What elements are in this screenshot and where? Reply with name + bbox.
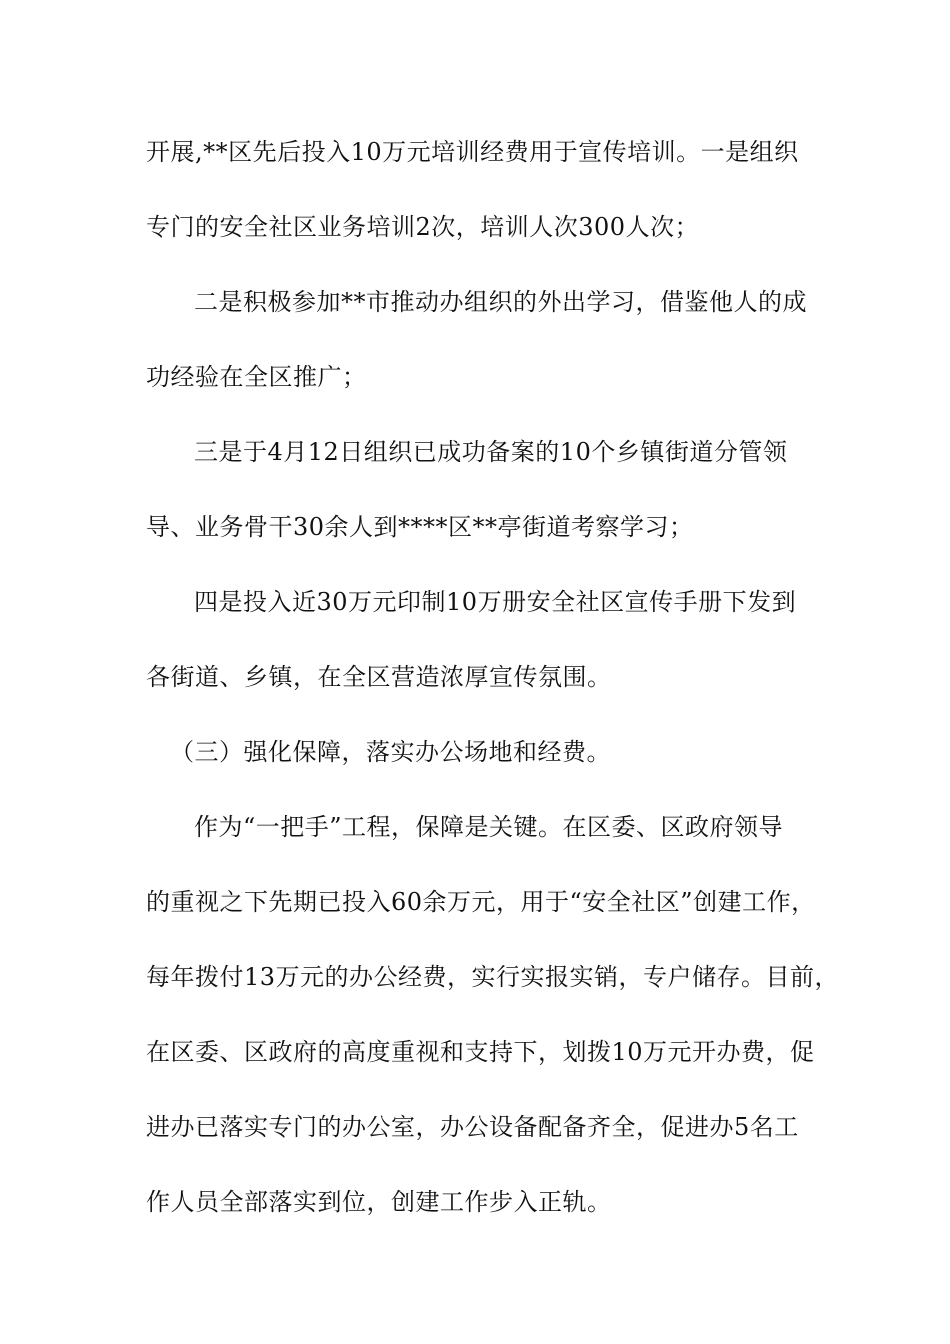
paragraph-line: 作人员全部落实到位，创建工作步入正轨。 [146,1188,612,1216]
paragraph-line: 二是积极参加**市推动办组织的外出学习，借鉴他人的成 [194,288,807,316]
paragraph-line: 功经验在全区推广； [146,363,367,391]
paragraph-line: 导、业务骨干30余人到****区**亭街道考察学习； [146,513,694,541]
paragraph-line: 的重视之下先期已投入60余万元，用于“安全社区”创建工作， [146,888,816,916]
paragraph-line: 在区委、区政府的高度重视和支持下，划拨10万元开办费，促 [146,1038,815,1066]
paragraph-line: 四是投入近30万元印制10万册安全社区宣传手册下发到 [194,588,797,616]
paragraph-line: 每年拨付13万元的办公经费，实行实报实销，专户储存。目前， [146,963,840,991]
section-heading: （三）强化保障，落实办公场地和经费。 [170,738,611,766]
paragraph-line: 作为“一把手”工程，保障是关键。在区委、区政府领导 [194,813,784,841]
paragraph-line: 三是于4月12日组织已成功备案的10个乡镇街道分管领 [194,438,788,466]
paragraph-line: 进办已落实专门的办公室，办公设备配备齐全，促进办5名工 [146,1113,799,1141]
paragraph-line: 专门的安全社区业务培训2次，培训人次300人次； [146,213,700,241]
paragraph-line: 开展,**区先后投入10万元培训经费用于宣传培训。一是组织 [146,138,799,166]
paragraph-line: 各街道、乡镇，在全区营造浓厚宣传氛围。 [146,663,612,691]
